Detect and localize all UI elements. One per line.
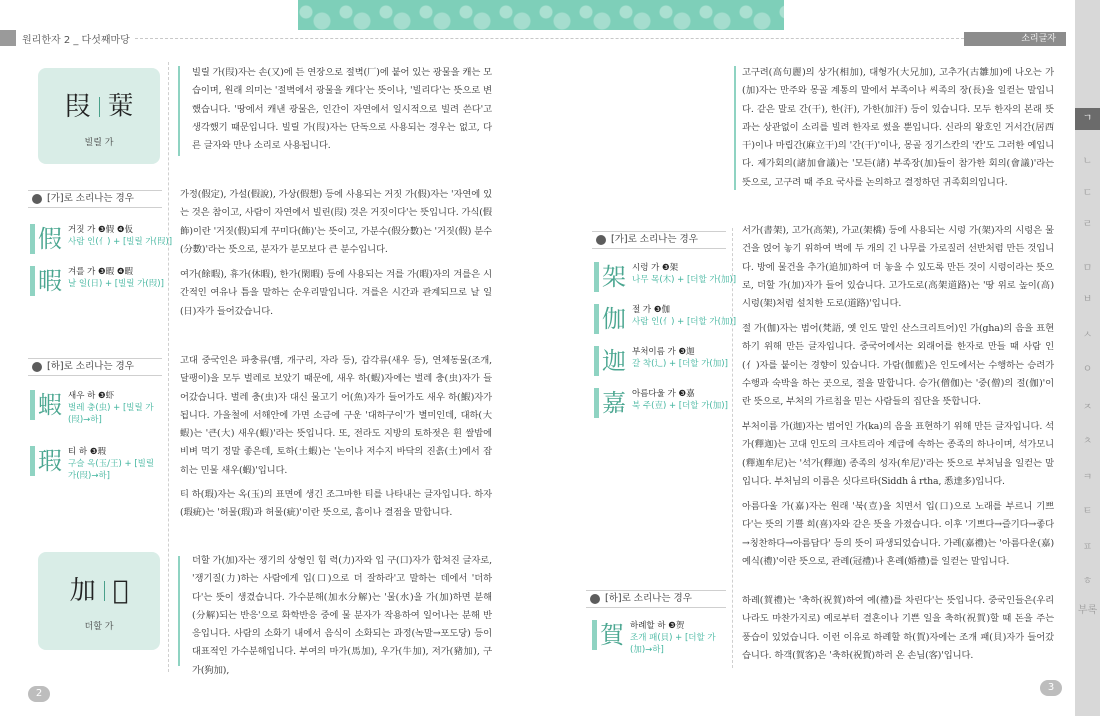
index-tab-14[interactable]: 부록 xyxy=(1077,605,1098,616)
entry-glyph: 假 xyxy=(38,225,62,253)
entry-derivation: 날 일(日) + [빌릴 가(叚)] xyxy=(68,279,164,289)
entry-derivation: 북 주(壴) + [더할 가(加)] xyxy=(632,401,728,411)
card-ancient-char: 𢆞 xyxy=(107,92,134,122)
paragraph-ga-shelf: 서가(書架), 고가(高架), 가교(架橋) 등에 사용되는 시렁 가(架)자의 시렁은 물건을 얹어 놓기 위하여 벽에 두 개의 긴 나무를 가로질러 선반처럼 만든 것입니다. 방에 물건을 추가(追加)하여 더 놓을 수 있도록 만든 것이 시렁이라는 뜻으로, 더할 가(加)자가 들어 있습니다. 고가도로(高架道路)는 '땅 위로 높이(高) 시렁(架)처럼 설치한 도로(道路)'입니다. xyxy=(742,225,1054,310)
hanzi-entry xyxy=(30,266,164,296)
sound-group-heading xyxy=(592,231,726,249)
paragraph-accent-bar xyxy=(178,556,180,666)
index-tab-12[interactable]: ㅍ xyxy=(1082,542,1093,553)
hanzi-entry xyxy=(594,346,728,376)
entry-derivation: 사람 인(亻) + [빌릴 가(叚)] xyxy=(68,237,173,247)
index-sidebar xyxy=(1075,0,1100,716)
sound-group-label: [하]로 소리나는 경우 xyxy=(605,593,692,604)
sound-group-heading xyxy=(28,358,162,376)
paragraph-ha-flaw: 티 하(瑕)자는 옥(玉)의 표면에 생긴 조그마한 티를 나타내는 글자입니다. 하자(瑕疵)는 '허물(瑕)과 허물(疵)'이란 뜻으로, 흠이나 결점을 말합니다. xyxy=(180,489,492,519)
entry-derivation: 구슬 옥(玉/王) + [빌릴 가(叚)→하] xyxy=(68,459,155,481)
index-tab-4[interactable]: ㅁ xyxy=(1082,263,1093,274)
hanzi-entry xyxy=(592,620,726,656)
entry-name: 하례할 하 ❸贺 xyxy=(630,621,685,631)
entry-glyph: 瑕 xyxy=(38,447,62,475)
entry-name: 절 가 ❸伽 xyxy=(632,305,670,315)
hanzi-entry xyxy=(30,446,163,482)
index-tab-13[interactable]: ㅎ xyxy=(1082,576,1093,587)
entry-name: 겨를 가 ❸暇 ❹暇 xyxy=(68,267,133,277)
card-ancient-char: 𠡠 xyxy=(112,576,129,606)
index-tab-6[interactable]: ㅅ xyxy=(1082,330,1093,341)
hanzi-entry xyxy=(594,388,728,418)
entry-name: 시렁 가 ❸架 xyxy=(632,263,679,273)
entry-glyph: 嘉 xyxy=(602,389,626,417)
column-divider-left xyxy=(168,62,169,672)
sound-group-label: [가]로 소리나는 경우 xyxy=(47,193,134,204)
paragraph-ga-borrow-intro: 빌릴 가(叚)자는 손(又)에 든 연장으로 절벽(厂)에 붙어 있는 광물을 캐는 모습이며, 원래 의미는 '절벽에서 광물을 캐다'는 뜻이나, '빌리다'는 뜻으로 변했습니다. '땅에서 캐낸 광물은, 인간이 자연에서 일시적으로 빌려 쓴다'고 생각했기 때문입니다. 빌릴 가(叚)자는 단독으로 사용되는 경우는 없고, 다른 글자와 만나 소리로 사용됩니다. xyxy=(192,67,492,152)
paragraph-ha-shrimp: 고대 중국인은 파충류(뱀, 개구리, 자라 등), 갑각류(새우 등), 연체동물(조개, 달팽이)을 모두 벌레로 보았기 때문에, 새우 하(蝦)자에는 벌레 충(虫)자가 들어갔습니다. 벌레 충(虫)자 대신 물고기 어(魚)자가 들어가도 새우 하(鰕)자가 됩니다. 가을철에 서해안에 가면 소금에 구운 '대하구이'가 별미인데, 대하(大蝦)는 '큰(大) 새우(蝦)'라는 뜻입니다. 또, 전라도 지방의 토하젓은 흰 쌀밥에 비벼 먹기 정말 좋은데, 토하(土蝦)는 '논이나 저수지 바닥의 진흙(土)에서 잡히는 민물 새우(蝦)'입니다. xyxy=(180,355,492,476)
hanzi-entry xyxy=(594,304,736,334)
page-number-left: 2 xyxy=(28,686,50,702)
entry-derivation: 나무 목(木) + [더할 가(加)] xyxy=(632,275,737,285)
paragraph-ga-leisure: 여가(餘暇), 휴가(休暇), 한가(閑暇) 등에 사용되는 겨를 가(暇)자의 겨를은 시간적인 여유나 틈을 말하는 순우리말입니다. 겨를은 시간과 관계되므로 날 일(日)자가 들어갔습니다. xyxy=(180,269,492,317)
entry-name: 거짓 가 ❸假 ❹仮 xyxy=(68,225,133,235)
entry-name: 티 하 ❸瑕 xyxy=(68,447,106,457)
entry-name: 부처이름 가 ❸迦 xyxy=(632,347,695,357)
index-tab-1[interactable]: ㄴ xyxy=(1082,156,1093,167)
entry-name: 아름다울 가 ❸嘉 xyxy=(632,389,695,399)
entry-glyph: 賀 xyxy=(600,621,624,649)
card-characters xyxy=(38,86,160,123)
entry-name: 새우 하 ❸虾 xyxy=(68,391,115,401)
entry-glyph: 迦 xyxy=(602,347,626,375)
sound-group-label: [하]로 소리나는 경우 xyxy=(47,361,134,372)
card-modern-char: 加 xyxy=(69,576,96,606)
bullet-icon xyxy=(596,235,606,245)
entry-derivation: 조개 패(貝) + [더할 가(加)→하] xyxy=(630,633,716,655)
index-tab-7[interactable]: ㅇ xyxy=(1082,364,1093,375)
card-characters xyxy=(38,570,160,607)
sound-group-heading xyxy=(28,190,162,208)
header-banner-pattern xyxy=(298,0,784,30)
paragraph-ga-temple: 절 가(伽)자는 범어(梵語, 옛 인도 말인 산스크리트어)인 가(gha)의 음을 표현하기 위해 만든 글자입니다. 중국어에서는 외래어를 한자로 만들 때 사람 인(亻)자를 붙이는 경향이 있습니다. 가람(伽藍)은 인도에서는 수행하는 승려가 수행과 숙박을 하는 곳으로, 절을 말합니다. 승가(僧伽)는 '중(僧)의 절(伽)'이란 뜻으로, 부처의 가르침을 믿는 사람들의 집단을 뜻합니다. xyxy=(742,323,1054,408)
index-tab-11[interactable]: ㅌ xyxy=(1082,506,1093,517)
entry-glyph: 伽 xyxy=(602,305,626,333)
paragraph-ga-false: 가정(假定), 가설(假說), 가상(假想) 등에 사용되는 거짓 가(假)자는 '자연에 있는 것은 참이고, 사람이 자연에서 빌린(叚) 것은 거짓이다'는 뜻입니다. 가식(假飾)이란 '거짓(假)되게 꾸미다(飾)'는 뜻이고, 가분수(假分數)는 '거짓(假) 분수(分數)'라는 뜻으로, 분자가 분모보다 큰 분수입니다. xyxy=(180,189,492,255)
column-divider-right xyxy=(732,228,733,668)
section-tag: 소리글자 xyxy=(964,32,1066,46)
card-meaning: 더할 가 xyxy=(84,622,114,632)
paragraph-ga-buddha: 부처이름 가(迦)자는 범어인 가(ka)의 음을 표현하기 위해 만든 글자입니다. 석가(釋迦)는 고대 인도의 크샤트리아 계급에 속하는 종족의 하나이며, 석가모니(釋迦牟尼)는 '석가(釋迦) 종족의 성자(牟尼)'라는 뜻으로 부처님을 일컫는 말입니다. 부처님의 이름은 싯다르타(Siddh â rtha, 悉達多)입니다. xyxy=(742,421,1054,487)
breadcrumb-marker xyxy=(0,30,16,46)
character-card-ga-add xyxy=(38,552,160,650)
index-tab-9[interactable]: ㅊ xyxy=(1082,436,1093,447)
paragraph-ga-add-intro: 더할 가(加)자는 쟁기의 상형인 힘 력(力)자와 입 구(口)자가 합쳐진 글자로, '쟁기질(力)하는 사람에게 입(口)으로 더 잘하라'고 말하는 데에서 '더하다'는 뜻이 생겼습니다. 가수분해(加水分解)는 '물(水)을 가(加)하면 분해(分解)되는 반응'으로 화학반응 중에 물 분자가 작용하여 일어나는 분해 반응입니다. 사람의 소화기 내에서 음식이 소화되는 과정(녹말→포도당) 등이 대표적인 가수분해입니다. 부여의 마가(馬加), 우가(牛加), 저가(豬加), 구가(狗加), xyxy=(192,555,492,676)
index-tab-2[interactable]: ㄷ xyxy=(1082,188,1093,199)
character-card-ga-borrow xyxy=(38,68,160,164)
index-tab-0[interactable]: ㄱ xyxy=(1075,108,1100,130)
card-meaning: 빌릴 가 xyxy=(84,138,114,148)
entry-derivation: 사람 인(亻) + [더할 가(加)] xyxy=(632,317,737,327)
paragraph-accent-bar xyxy=(178,66,180,156)
sound-group-label: [가]로 소리나는 경우 xyxy=(611,234,698,245)
index-tab-5[interactable]: ㅂ xyxy=(1082,294,1093,305)
breadcrumb-text: 원리한자 2 _ 다섯째마당 xyxy=(22,34,130,46)
index-tab-10[interactable]: ㅋ xyxy=(1082,472,1093,483)
entry-glyph: 暇 xyxy=(38,267,62,295)
index-tab-8[interactable]: ㅈ xyxy=(1082,402,1093,413)
bullet-icon xyxy=(32,194,42,204)
entry-glyph: 蝦 xyxy=(38,391,62,419)
paragraph-ga-beautiful: 아름다울 가(嘉)자는 원래 '북(壴)을 치면서 입(口)으로 노래를 부르니 기쁘다'는 뜻의 기쁠 희(喜)자와 같은 뜻을 가졌습니다. 이후 '기쁘다→즐기다→좋다→칭찬하다→아름답다' 등의 뜻이 파생되었습니다. 가례(嘉禮)는 '아름다운(嘉) 예식(禮)'이란 뜻으로, 관례(冠禮)나 혼례(婚禮)를 일컫는 말입니다. xyxy=(742,501,1054,567)
paragraph-ga-chief: 고구려(高句麗)의 상가(相加), 대형가(大兄加), 고추가(古雛加)에 나오는 가(加)자는 만주와 몽골 계통의 말에서 부족이나 씨족의 장(長)을 일컫는 말입니다. 같은 말로 간(干), 한(汗), 가한(加汗) 등이 있습니다. 모두 한자의 본래 뜻과는 상관없이 소리를 빌려 한자로 썼을 뿐입니다. 신라의 왕호인 거서간(居西干)이나 마립간(麻立干)의 '간(干)'이나, 몽골 징기스칸의 '칸'도 그러한 예입니다. 제가회의(諸加會議)는 '모든(諸) 부족장(加)들이 참가한 회의(會議)'라는 뜻으로, 고구려 때 주요 국사를 논의하고 결정하던 귀족회의입니다. xyxy=(742,67,1054,188)
card-modern-char: 叚 xyxy=(64,92,91,122)
index-tab-3[interactable]: ㄹ xyxy=(1082,219,1093,230)
paragraph-ha-celebrate: 하례(賀禮)는 '축하(祝賀)하여 예(禮)를 차린다'는 뜻입니다. 중국인들은(우리나라도 마찬가지로) 예로부터 결혼이나 기쁜 일을 축하(祝賀)할 때 돈을 주는 풍습이 있었습니다. 이런 이유로 하례할 하(賀)자에는 조개 패(貝)자가 들어갔습니다. 하객(賀客)은 '축하(祝賀)하러 온 손님(客)'입니다. xyxy=(742,595,1054,661)
hanzi-entry xyxy=(30,390,163,426)
entry-derivation: 벌레 충(虫) + [빌릴 가(叚)→하] xyxy=(68,403,154,425)
page-number-right: 3 xyxy=(1040,680,1062,696)
sound-group-heading xyxy=(586,590,726,608)
entry-derivation: 갈 착(辶) + [더할 가(加)] xyxy=(632,359,728,369)
hanzi-entry xyxy=(30,224,172,254)
header-rule xyxy=(135,38,964,39)
breadcrumb xyxy=(0,30,130,46)
entry-glyph: 架 xyxy=(602,263,626,291)
hanzi-entry xyxy=(594,262,736,292)
paragraph-accent-bar xyxy=(734,66,736,190)
bullet-icon xyxy=(32,362,42,372)
bullet-icon xyxy=(590,594,600,604)
